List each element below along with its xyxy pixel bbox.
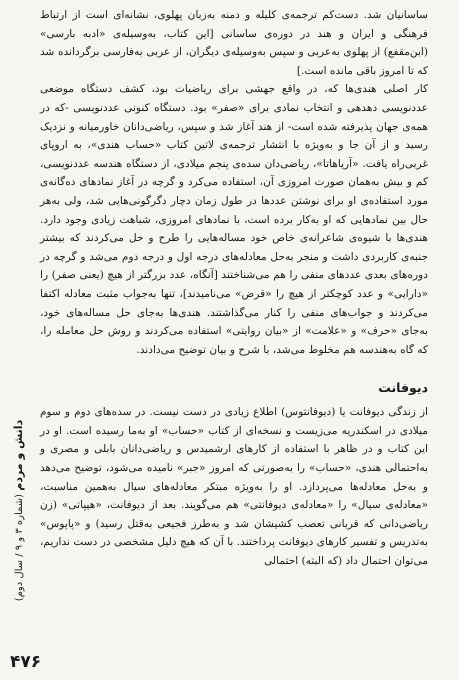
running-footer: [5, 360, 33, 660]
paragraph: ساسانیان شد. دست‌کم ترجمه‌ی کلیله و دمنه به‌زبان پهلوی، نشانه‌ای است از ارتباط فرهنگی و ایران و هند در دوره‌ی ساسانی [این کتاب، به‌وسیله‌ی «ادبه بارسی» (ابن‌مقفع) از پهلوی به‌عربی و سپس به‌وسیله‌ی دیگران، از عربی به‌فارسی برگردانده شد که تا امروز باقی مانده است.]: [40, 9, 428, 77]
section-heading: دیوفانت: [378, 380, 428, 396]
page-number: ۴۷۶: [10, 652, 42, 672]
issue-info: (شماره ۳ و ۹ / سال دوم): [14, 493, 26, 601]
text-column: [40, 6, 428, 571]
paragraph: کار اصلی هندی‌ها که، در واقع جهشی برای ریاضیات بود، کشف دستگاه موضعی عددنویسی دهدهی و انتخاب نمادی برای «صفر» بود. دستگاه کنونی عددنویسی -که در همه‌ی جهان پذیرفته شده است- از هند آغاز شد و سپس، ریاضی‌دانان خاورمیانه و نزدیک رسید و از آن جا و به‌ویژه با انتشار ترجمه‌ی لاتین کتاب «حساب هندی»، به اروپای غربی‌راه یافت. «آریاهاتا»، ریاضی‌دان سده‌ی پنجم میلادی، از دستگاه هندسه عددنویسی، کم و بیش به‌همان صورت امروزی آن، استفاده می‌کرد و گرچه در آغاز نمادهای ده‌گانه‌ی مورد استفاده‌ی او برای نوشتن عددها در طول زمان دچار دگرگونی‌هایی شد، ولی به‌هر حال بین نمادهایی که او به‌کار برده است، با نمادهای امروزی، شباهت زیادی وجود دارد. هندی‌ها با شیوه‌ی شاعرانه‌ی خاص خود مساله‌هایی را طرح و حل می‌کردند که بیشتر جنبه‌ی کاربردی داشت و منجر به‌حل معادله‌های درجه اول و درجه دوم می‌شد و گرچه در دوره‌های بعدی عددهای منفی را هم می‌شناختند [آنگاه، عدد بزرگتر از هیچ (یعنی صفر) را «دارایی» و عدد کوچکتر از هیچ را «قرض» می‌نامیدند]، تنها به‌جواب مثبت معادله اکتفا می‌کردند و جواب‌های منفی را کنار می‌گذاشتند. هندی‌ها به‌جای حل مساله‌های خود، به‌جای «حرف» و «علامت» از «بیان روایتی» استفاده می‌کردند و روش حل معامله را، که گاه به‌هندسه هم مخلوط می‌شد، با شرح و بیان توضیح می‌دادند.: [40, 83, 428, 356]
journal-label: [13, 419, 26, 600]
paragraph: از زندگی دیوفانت یا (دیوفانتوس) اطلاع زیادی در دست نیست. در سده‌های دوم و سوم میلادی در اسکندریه می‌زیست و نسخه‌ای از کتاب «حساب» او به‌ما رسیده است. او در این کتاب و در ظاهر با استفاده از کارهای ارشمیدس و ریاضی‌دانان بابلی و مصری و به‌احتمالی هندی، «حساب» را به‌صورتی که امروز «جبر» نامیده می‌شود، توضیح می‌دهد و به‌حل معادله‌ها می‌پردازد. او را به‌ویژه مبتکر معادله‌های سیال به‌همین مناسبت، «معادله‌ی سیال» را «معادله‌ی دیوفانتی» هم می‌گویند. بعد از دیوفانت، «هیپاتی» (زن ریاضی‌دانی که قربانی تعصب کشیشان شد و به‌طرز فجیعی به‌قتل رسید) و «پاپوس» به‌تدریس و تفسیر کارهای دیوفانت پرداختند. با آن که هیچ دلیل مشخصی در دست نداریم، می‌توان احتمال داد (که البته) احتمالی: [40, 406, 428, 568]
journal-name: دانش و مردم: [12, 419, 26, 491]
